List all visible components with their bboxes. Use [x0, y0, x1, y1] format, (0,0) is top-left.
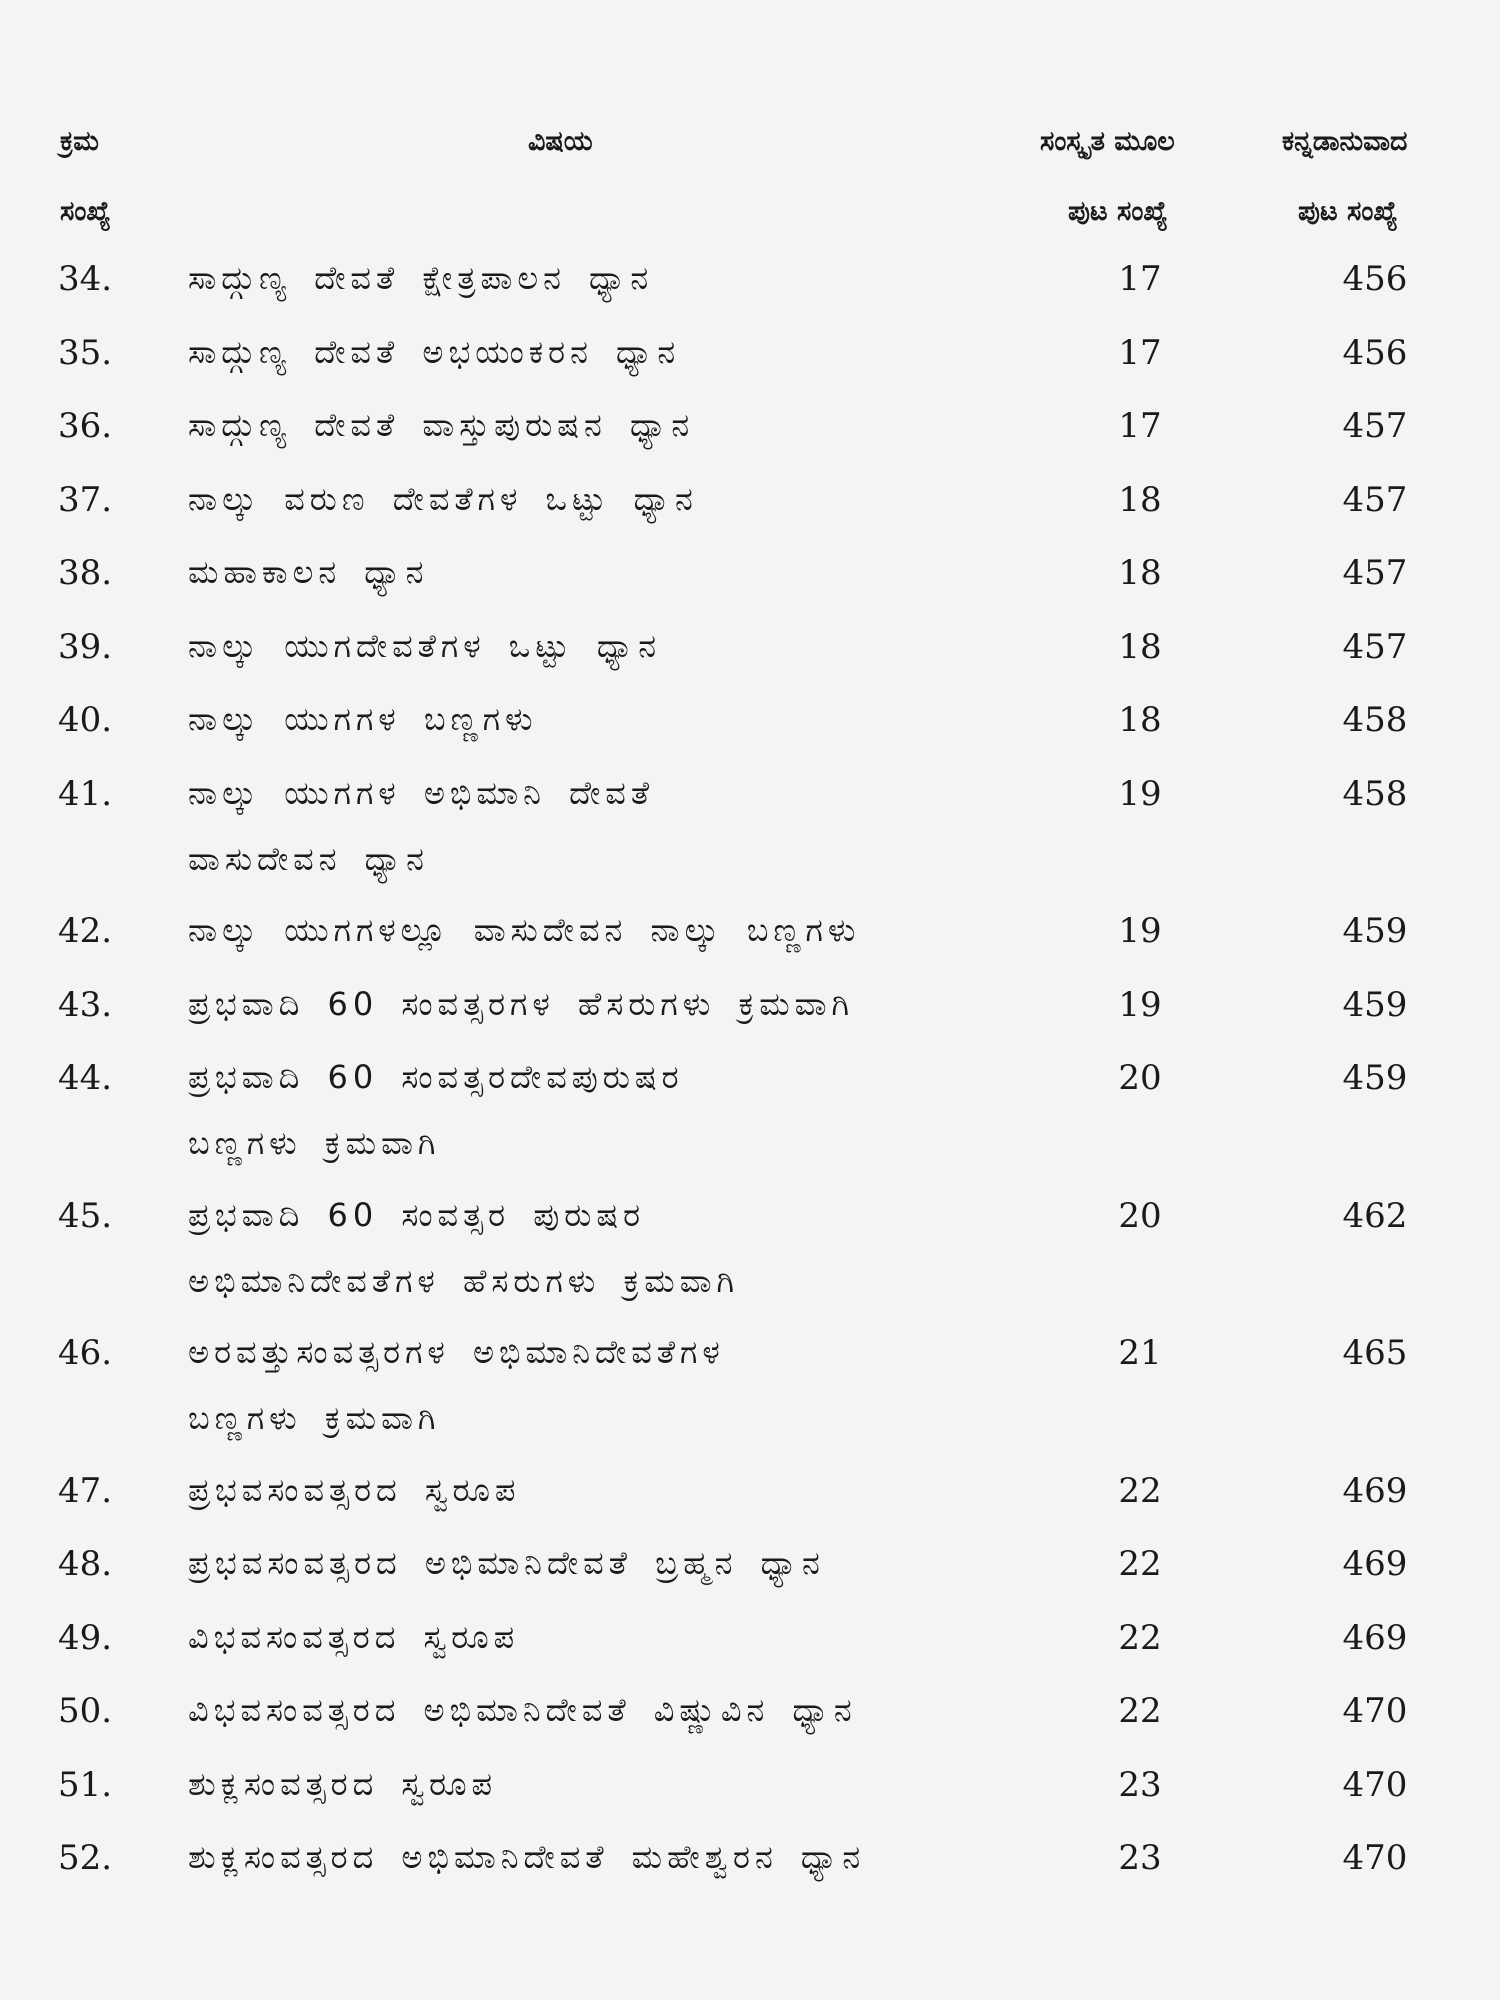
sanskrit-page-number: 18	[1118, 553, 1162, 593]
sanskrit-page-number: 19	[1118, 985, 1162, 1025]
kannada-page-number: 470	[1342, 1838, 1408, 1878]
subject-text	[188, 1765, 498, 1834]
serial-number: 37.	[58, 480, 113, 520]
header-kannada-line1: ಕನ್ನಡಾನುವಾದ	[1282, 126, 1408, 157]
serial-number: 45.	[58, 1196, 113, 1236]
sanskrit-page-number: 17	[1118, 259, 1162, 299]
kannada-page-number: 462	[1342, 1196, 1408, 1236]
serial-number: 41.	[58, 774, 113, 814]
header-serial-line2: ಸಂಖ್ಯೆ	[60, 196, 111, 227]
serial-number: 51.	[58, 1765, 113, 1805]
sanskrit-page-number: 17	[1118, 333, 1162, 373]
subject-text	[188, 1544, 825, 1613]
subject-line: ಪ್ರಭವಾದಿ 60 ಸಂವತ್ಸರ ಪುರುಷರ	[188, 1196, 646, 1234]
subject-text	[188, 406, 695, 475]
kannada-page-number: 459	[1342, 1058, 1408, 1098]
serial-number: 36.	[58, 406, 113, 446]
sanskrit-page-number: 22	[1118, 1691, 1162, 1731]
sanskrit-page-number: 18	[1118, 627, 1162, 667]
subject-text	[188, 1333, 725, 1468]
subject-line: ವಿಭವಸಂವತ್ಸರದ ಅಭಿಮಾನಿದೇವತೆ ವಿಷ್ಣುವಿನ ಧ್ಯಾನ	[188, 1691, 857, 1729]
header-sanskrit-line2: ಪುಟ ಸಂಖ್ಯೆ	[1068, 196, 1168, 227]
sanskrit-page-number: 20	[1118, 1058, 1162, 1098]
subject-line: ನಾಲ್ಕು ಯುಗಗಳ ಅಭಿಮಾನಿ ದೇವತೆ	[188, 774, 655, 812]
subject-line: ನಾಲ್ಕು ವರುಣ ದೇವತೆಗಳ ಒಟ್ಟು ಧ್ಯಾನ	[188, 480, 698, 518]
subject-line: ಶುಕ್ಲಸಂವತ್ಸರದ ಸ್ವರೂಪ	[188, 1765, 498, 1803]
sanskrit-page-number: 22	[1118, 1544, 1162, 1584]
sanskrit-page-number: 18	[1118, 700, 1162, 740]
kannada-page-number: 457	[1342, 480, 1408, 520]
subject-text	[188, 259, 654, 328]
subject-line: ಪ್ರಭವಾದಿ 60 ಸಂವತ್ಸರಗಳ ಹೆಸರುಗಳು ಕ್ರಮವಾಗಿ	[188, 985, 854, 1023]
sanskrit-page-number: 19	[1118, 911, 1162, 951]
subject-line: ನಾಲ್ಕು ಯುಗಗಳಲ್ಲೂ ವಾಸುದೇವನ ನಾಲ್ಕು ಬಣ್ಣಗಳು	[188, 911, 861, 949]
subject-line: ಸಾದ್ಗುಣ್ಯ ದೇವತೆ ವಾಸ್ತುಪುರುಷನ ಧ್ಯಾನ	[188, 406, 695, 444]
subject-line: ಮಹಾಕಾಲನ ಧ್ಯಾನ	[188, 553, 429, 591]
serial-number: 39.	[58, 627, 113, 667]
serial-number: 44.	[58, 1058, 113, 1098]
kannada-page-number: 456	[1342, 259, 1408, 299]
serial-number: 49.	[58, 1618, 113, 1658]
kannada-page-number: 459	[1342, 985, 1408, 1025]
kannada-page-number: 456	[1342, 333, 1408, 373]
sanskrit-page-number: 21	[1118, 1333, 1162, 1373]
kannada-page-number: 469	[1342, 1618, 1408, 1658]
subject-line: ವಾಸುದೇವನ ಧ್ಯಾನ	[188, 840, 429, 878]
subject-line: ಪ್ರಭವಸಂವತ್ಸರದ ಅಭಿಮಾನಿದೇವತೆ ಬ್ರಹ್ಮನ ಧ್ಯಾನ	[188, 1544, 825, 1582]
subject-line: ಬಣ್ಣಗಳು ಕ್ರಮವಾಗಿ	[188, 1124, 441, 1162]
sanskrit-page-number: 18	[1118, 480, 1162, 520]
subject-line: ಸಾದ್ಗುಣ್ಯ ದೇವತೆ ಕ್ಷೇತ್ರಪಾಲನ ಧ್ಯಾನ	[188, 259, 654, 297]
sanskrit-page-number: 23	[1118, 1765, 1162, 1805]
sanskrit-page-number: 17	[1118, 406, 1162, 446]
serial-number: 46.	[58, 1333, 113, 1373]
kannada-page-number: 459	[1342, 911, 1408, 951]
subject-line: ನಾಲ್ಕು ಯುಗದೇವತೆಗಳ ಒಟ್ಟು ಧ್ಯಾನ	[188, 627, 662, 665]
subject-text	[188, 1691, 857, 1760]
sanskrit-page-number: 23	[1118, 1838, 1162, 1878]
serial-number: 38.	[58, 553, 113, 593]
sanskrit-page-number: 19	[1118, 774, 1162, 814]
kannada-page-number: 457	[1342, 406, 1408, 446]
header-sanskrit-line1: ಸಂಸ್ಕೃತ ಮೂಲ	[1040, 126, 1175, 157]
subject-text	[188, 553, 429, 622]
kannada-page-number: 469	[1342, 1544, 1408, 1584]
serial-number: 43.	[58, 985, 113, 1025]
subject-text	[188, 333, 681, 402]
subject-text	[188, 1838, 866, 1907]
subject-text	[188, 1618, 520, 1687]
kannada-page-number: 458	[1342, 700, 1408, 740]
subject-line: ಬಣ್ಣಗಳು ಕ್ರಮವಾಗಿ	[188, 1399, 441, 1437]
kannada-page-number: 470	[1342, 1765, 1408, 1805]
kannada-page-number: 465	[1342, 1333, 1408, 1373]
kannada-page-number: 458	[1342, 774, 1408, 814]
sanskrit-page-number: 20	[1118, 1196, 1162, 1236]
subject-text	[188, 1196, 740, 1331]
subject-text	[188, 911, 861, 980]
serial-number: 40.	[58, 700, 113, 740]
subject-text	[188, 480, 698, 549]
kannada-page-number: 457	[1342, 627, 1408, 667]
subject-line: ಸಾದ್ಗುಣ್ಯ ದೇವತೆ ಅಭಯಂಕರನ ಧ್ಯಾನ	[188, 333, 681, 371]
header-serial-line1: ಕ್ರಮ	[60, 126, 99, 157]
subject-line: ವಿಭವಸಂವತ್ಸರದ ಸ್ವರೂಪ	[188, 1618, 520, 1656]
subject-line: ಅರವತ್ತುಸಂವತ್ಸರಗಳ ಅಭಿಮಾನಿದೇವತೆಗಳ	[188, 1333, 725, 1371]
subject-text	[188, 774, 655, 909]
subject-text	[188, 1471, 521, 1540]
subject-line: ಪ್ರಭವಾದಿ 60 ಸಂವತ್ಸರದೇವಪುರುಷರ	[188, 1058, 684, 1096]
subject-text	[188, 627, 662, 696]
subject-text	[188, 1058, 684, 1193]
serial-number: 42.	[58, 911, 113, 951]
serial-number: 35.	[58, 333, 113, 373]
sanskrit-page-number: 22	[1118, 1618, 1162, 1658]
header-kannada-line2: ಪುಟ ಸಂಖ್ಯೆ	[1298, 196, 1398, 227]
serial-number: 47.	[58, 1471, 113, 1511]
subject-text	[188, 985, 854, 1054]
sanskrit-page-number: 22	[1118, 1471, 1162, 1511]
kannada-page-number: 470	[1342, 1691, 1408, 1731]
subject-line: ನಾಲ್ಕು ಯುಗಗಳ ಬಣ್ಣಗಳು	[188, 700, 538, 738]
kannada-page-number: 457	[1342, 553, 1408, 593]
subject-line: ಅಭಿಮಾನಿದೇವತೆಗಳ ಹೆಸರುಗಳು ಕ್ರಮವಾಗಿ	[188, 1262, 740, 1300]
subject-line: ಪ್ರಭವಸಂವತ್ಸರದ ಸ್ವರೂಪ	[188, 1471, 521, 1509]
serial-number: 52.	[58, 1838, 113, 1878]
serial-number: 50.	[58, 1691, 113, 1731]
subject-text	[188, 700, 538, 769]
header-subject: ವಿಷಯ	[528, 126, 593, 157]
subject-line: ಶುಕ್ಲಸಂವತ್ಸರದ ಅಭಿಮಾನಿದೇವತೆ ಮಹೇಶ್ವರನ ಧ್ಯಾನ	[188, 1838, 866, 1876]
kannada-page-number: 469	[1342, 1471, 1408, 1511]
serial-number: 34.	[58, 259, 113, 299]
serial-number: 48.	[58, 1544, 113, 1584]
